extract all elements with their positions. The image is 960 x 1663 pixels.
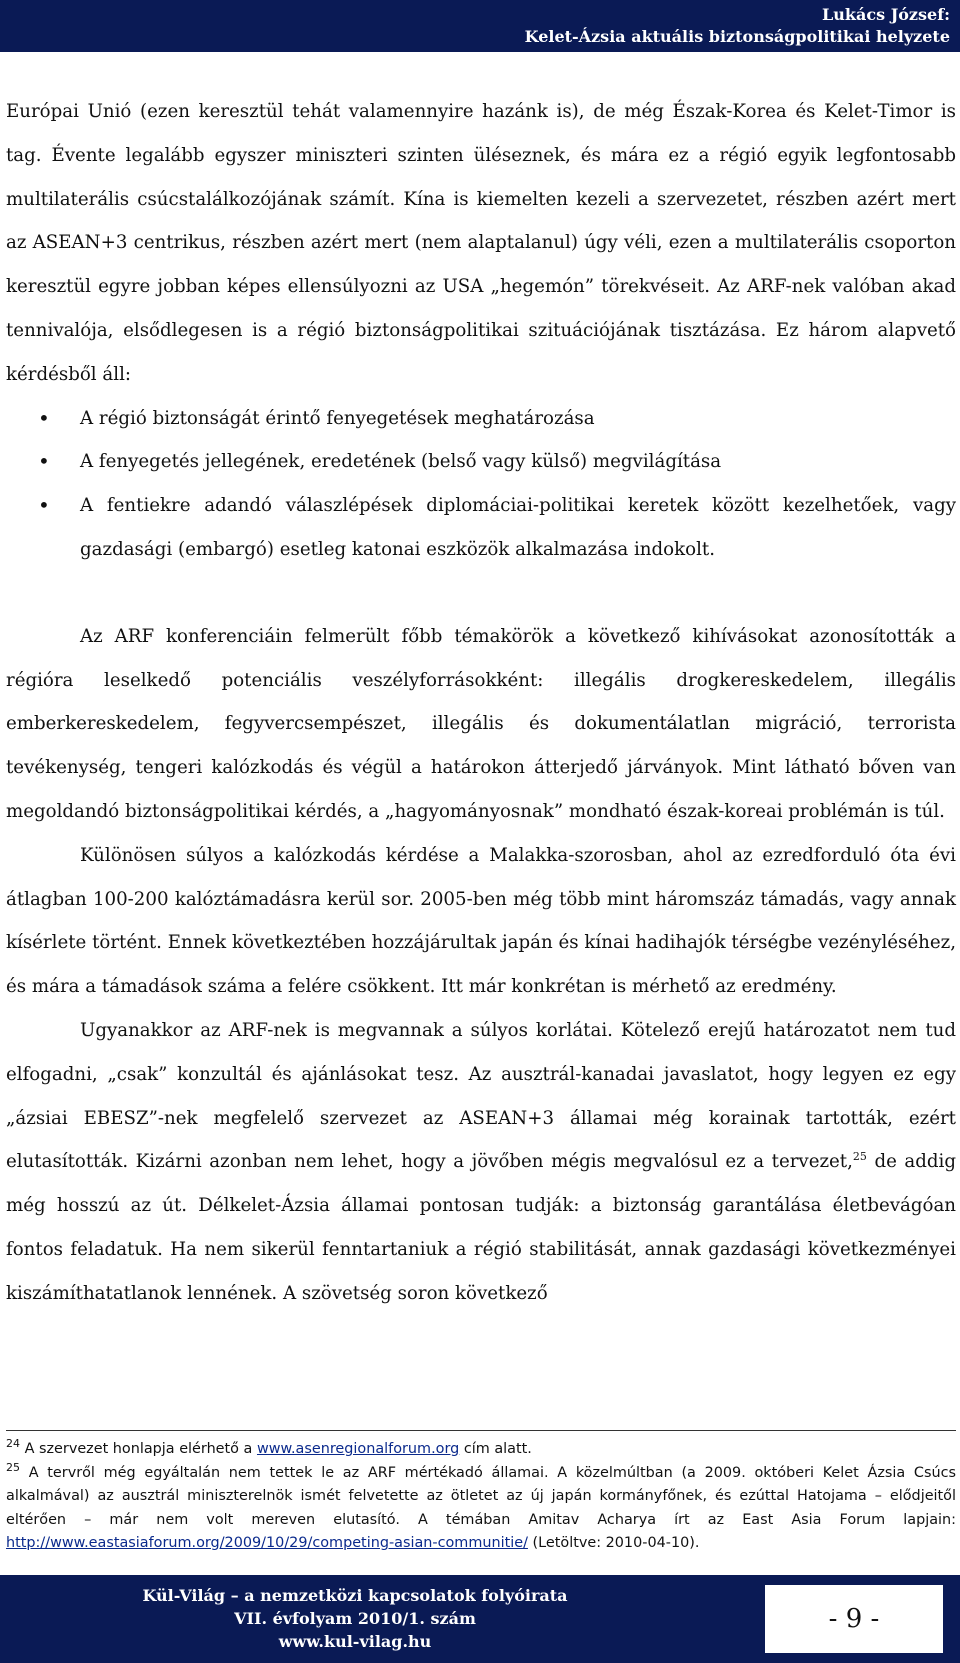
paragraph-threats: Az ARF konferenciáin felmerült főbb témakörök a következő kihívásokat azonosították a régióra leselkedő potenciális veszélyforrásokként: illegális drogkereskedelem, illegális emberkereskedelem, fegyvercsempészet, illegális és dokumentálatlan migráció, terrorista tevékenység, tengeri kalózkodás és végül a határokon átterjedő járványok. Mint látható bőven van megoldandó biztonságpolitikai kérdés, a „hagyományosnak” mondható észak-koreai problémán is túl. — [6, 625, 956, 822]
footnote-24-text: A szervezet honlapja elérhető a — [20, 1441, 257, 1457]
footnote-25-link[interactable]: http://www.eastasiaforum.org/2009/10/29/competing-asian-communitie/ — [6, 1535, 528, 1551]
header-author: Lukács József: — [822, 5, 950, 24]
footnote-24-tail: cím alatt. — [459, 1441, 532, 1457]
page-header — [0, 0, 960, 52]
bullet-item: • A fentiekre adandó válaszlépések diplomáciai-politikai keretek között kezelhetőek, vagy gazdasági (embargó) esetleg katonai eszközök alkalmazása indokolt. — [6, 484, 956, 572]
footer-website[interactable]: www.kul-vilag.hu — [278, 1632, 432, 1651]
footnote-24 — [6, 1438, 956, 1462]
footnote-divider — [6, 1430, 956, 1431]
footnote-24-number: 24 — [6, 1437, 20, 1451]
footnote-ref-25[interactable]: 25 — [852, 1150, 867, 1164]
paragraph-limits-part-a: Ugyanakkor az ARF-nek is megvannak a súlyos korlátai. Kötelező erejű határozatot nem tud elfogadni, „csak” konzultál és ajánlásokat tesz. Az ausztrál-kanadai javaslatot, hogy legyen ez egy „ázsiai EBESZ”-nek megfelelő szervezet az ASEAN+3 államai még korainak tartották, ezért elutasították. Kizárni azonban nem lehet, hogy a jövőben mégis megvalósul ez a tervezet, — [6, 1019, 956, 1173]
header-title: Kelet-Ázsia aktuális biztonságpolitikai helyzete — [524, 27, 950, 46]
footer-issue: VII. évfolyam 2010/1. szám — [234, 1609, 476, 1628]
bullet-item: • A régió biztonságát érintő fenyegetések meghatározása — [6, 397, 956, 441]
bullet-item: • A fenyegetés jellegének, eredetének (belső vagy külső) megvilágítása — [6, 440, 956, 484]
footnote-24-link[interactable]: www.asenregionalforum.org — [256, 1441, 460, 1457]
footnotes — [6, 1438, 956, 1556]
paragraph-piracy: Különösen súlyos a kalózkodás kérdése a Malakka-szorosban, ahol az ezredforduló óta évi átlagban 100-200 kalóztámadásra kerül sor. 2005-ben még több mint háromszáz támadás, vagy annak kísérlete történt. Ennek következtében hozzájárultak japán és kínai hadihajók térségbe vezényléséhez, és mára a támadások száma a felére csökkent. Itt már konkrétan is mérhető az eredmény. — [6, 844, 956, 998]
page-content — [6, 90, 956, 1316]
paragraph-limits-part-b: de addig még hosszú az út. Délkelet-Ázsia államai pontosan tudják: a biztonság garantálása életbevágóan fontos feladatuk. Ha nem sikerül fenntartaniuk a régió stabilitását, annak gazdasági következményei kiszámíthatatlanok lennének. A szövetség soron következő — [6, 1151, 956, 1304]
footer-journal-title: Kül-Világ – a nemzetközi kapcsolatok folyóirata — [142, 1586, 568, 1605]
bullet-list — [6, 397, 956, 572]
paragraph-gap — [6, 572, 956, 615]
paragraph-limits — [6, 1009, 956, 1316]
footnote-25-tail: (Letöltve: 2010-04-10). — [527, 1535, 700, 1551]
page-footer — [0, 1575, 960, 1663]
header-text — [525, 4, 950, 48]
footnote-25 — [6, 1462, 956, 1556]
page-number: - 9 - — [765, 1585, 943, 1653]
footnote-25-text: A tervről még egyáltalán nem tettek le az ARF mértékadó államai. A közelmúltban (a 2009. októberi Kelet Ázsia Csúcs alkalmával) az ausztrál miniszterelnök ismét felvetette az ötletet az új japán kormányfőnek, és ezúttal Hatojama – elődjeitől eltérően – már nem volt mereven elutasító. A témában Amitav Acharya írt az East Asia Forum lapjain: — [6, 1464, 956, 1528]
footer-journal-info — [0, 1584, 710, 1653]
paragraph-intro: Európai Unió (ezen keresztül tehát valamennyire hazánk is), de még Észak-Korea és Kelet-Timor is tag. Évente legalább egyszer miniszteri szinten üléseznek, és mára ez a régió egyik legfontosabb multilaterális csúcstalálkozójának számít. Kína is kiemelten kezeli a szervezetet, részben azért mert az ASEAN+3 centrikus, részben azért mert (nem alaptalanul) úgy véli, ezen a multilaterális csoporton keresztül egyre jobban képes ellensúlyozni az USA „hegemón” törekvéseit. Az ARF-nek valóban akad tennivalója, elsődlegesen is a régió biztonságpolitikai szituációjának tisztázása. Ez három alapvető kérdésből áll: — [6, 101, 956, 385]
footnote-25-number: 25 — [6, 1460, 20, 1474]
